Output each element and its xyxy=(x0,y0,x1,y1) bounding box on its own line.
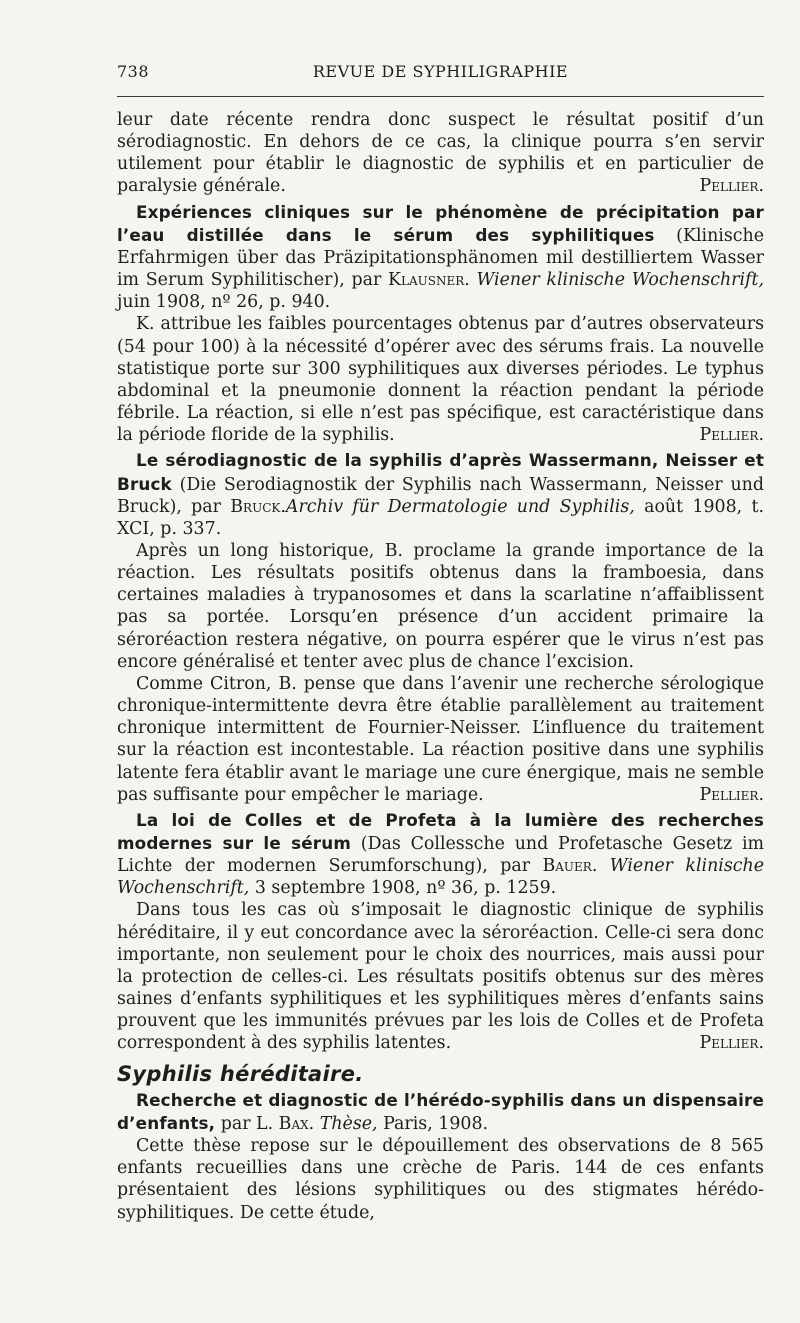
journal-name: Wiener klinische Wochenschrift, xyxy=(469,270,764,291)
continuation-paragraph xyxy=(117,109,764,198)
review-paragraph xyxy=(117,313,764,446)
reference-details: Paris, 1908. xyxy=(377,1113,489,1134)
author-name: Bax. xyxy=(278,1113,315,1134)
review-paragraph xyxy=(117,899,764,1054)
review-paragraph xyxy=(117,540,764,673)
paragraph-text: K. attribue les faibles pourcentages obtenus par d’autres observateurs (54 pour 100) à la nécessité d’opérer avec des sérums frais. La nouvelle statistique porte sur 300 syphilitiques aux diverses périodes. Le typhus abdominal et la pneumonie donnent la réaction pendant la période fébrile. La réaction, si elle n’est pas spécifique, est caractéristique dans la période floride de la syphilis. xyxy=(117,314,764,446)
paragraph-text: Après un long historique, B. proclame la grande importance de la réaction. Les résultats positifs obtenus dans la framboesia, dans certaines maladies à trypanosomes et dans la scarlatine n’affaiblissent pas sa portée. Lorsqu’en présence d’un accident primaire la séroréaction restera négative, on pourra espérer que le virus n’est pas encore généralisé et tenter avec plus de chance l’excision. xyxy=(117,540,764,672)
section-heading: Syphilis héréditaire. xyxy=(117,1061,364,1086)
continuation-text: leur date récente rendra donc suspect le résultat positif d’un sérodiagnostic. En dehors de ce cas, la clinique pourra s’en servir utilement pour établir le diagnostic de syphilis et en particulier de paralysie générale. xyxy=(117,110,764,197)
reference-text: par L. xyxy=(215,1113,279,1134)
body-text xyxy=(117,109,764,1224)
review-reference xyxy=(117,449,764,540)
author-name: Bauer. xyxy=(542,856,598,877)
review-title: La loi de Colles et de Profeta à la lumière des recherches modernes sur le sérum xyxy=(117,809,764,853)
reference-details: juin 1908, nº 26, p. 940. xyxy=(117,292,331,313)
reference-text: (Die Serodiagnostik der Syphilis nach Wassermann, Neisser und Bruck), par xyxy=(117,474,764,517)
review-reference xyxy=(117,1089,764,1135)
page-number: 738 xyxy=(117,62,150,81)
paragraph-text: Dans tous les cas où s’imposait le diagnostic clinique de syphilis héréditaire, il y eut concordance avec la séroréaction. Celle-ci sera donc importante, non seulement pour le choix des nourrices, mais aussi pour la protection de celles-ci. Les résultats positifs obtenus sur des mères saines d’enfants syphilitiques et les syphilitiques mères d’enfants sains prouvent que les immunités prévues par les lois de Colles et de Profeta correspondent à des syphilis latentes. xyxy=(117,900,764,1054)
signature: Pellier. xyxy=(699,1033,764,1054)
reference-text: (Das Collessche und Profetasche Gesetz im Lichte der modernen Serumforschung), par xyxy=(117,834,765,877)
review-paragraph xyxy=(117,673,764,806)
reference-text: (Klinische Erfahrmigen über das Präzipitationsphänomen mil destilliertem Wasser im Serum Syphilitischer), par xyxy=(117,225,764,291)
signature: Pellier. xyxy=(699,784,764,805)
page-header xyxy=(117,58,764,88)
review-title: Le sérodiagnostic de la syphilis d’après Wassermann, Neisser et Bruck xyxy=(117,450,764,494)
signature: Pellier. xyxy=(699,176,764,197)
author-name: Klausner. xyxy=(387,270,470,291)
journal-name: Wiener klinische Wochenschrift, xyxy=(117,856,764,899)
journal-name: Archiv für Dermatologie und Syphilis, xyxy=(285,496,635,517)
journal-name: Thèse, xyxy=(314,1113,378,1134)
paragraph-text: Comme Citron, B. pense que dans l’avenir une recherche sérologique chronique-intermittente devra être établie parallèlement au traitement chronique intermittent de Fournier-Neisser. L’influence du traitement sur la réaction est incontestable. La réaction positive dans une syphilis latente fera établir avant le mariage une cure énergique, mais ne semble pas suffisante pour empêcher le mariage. xyxy=(117,673,764,805)
review-reference xyxy=(117,201,764,314)
author-name: Bruck. xyxy=(230,496,286,517)
paragraph-text: Cette thèse repose sur le dépouillement des observations de 8 565 enfants recueillies dans une crèche de Paris. 144 de ces enfants présentaient des lésions syphilitiques ou des stigmates hérédo-syphilitiques. De cette étude, xyxy=(117,1136,764,1223)
header-rule xyxy=(117,96,764,97)
reference-details: 3 septembre 1908, nº 36, p. 1259. xyxy=(249,878,557,899)
review-title: Recherche et diagnostic de l’hérédo-syphilis dans un dispensaire d’enfants, xyxy=(117,1089,764,1133)
review-title: Expériences cliniques sur le phénomène de précipitation par l’eau distillée dans le sérum des syphilitiques xyxy=(117,201,764,245)
signature: Pellier. xyxy=(699,425,764,446)
reference-details: août 1908, t. XCI, p. 337. xyxy=(117,496,764,539)
review-paragraph xyxy=(117,1135,764,1224)
review-reference xyxy=(117,809,764,900)
running-title: REVUE DE SYPHILIGRAPHIE xyxy=(312,62,569,81)
